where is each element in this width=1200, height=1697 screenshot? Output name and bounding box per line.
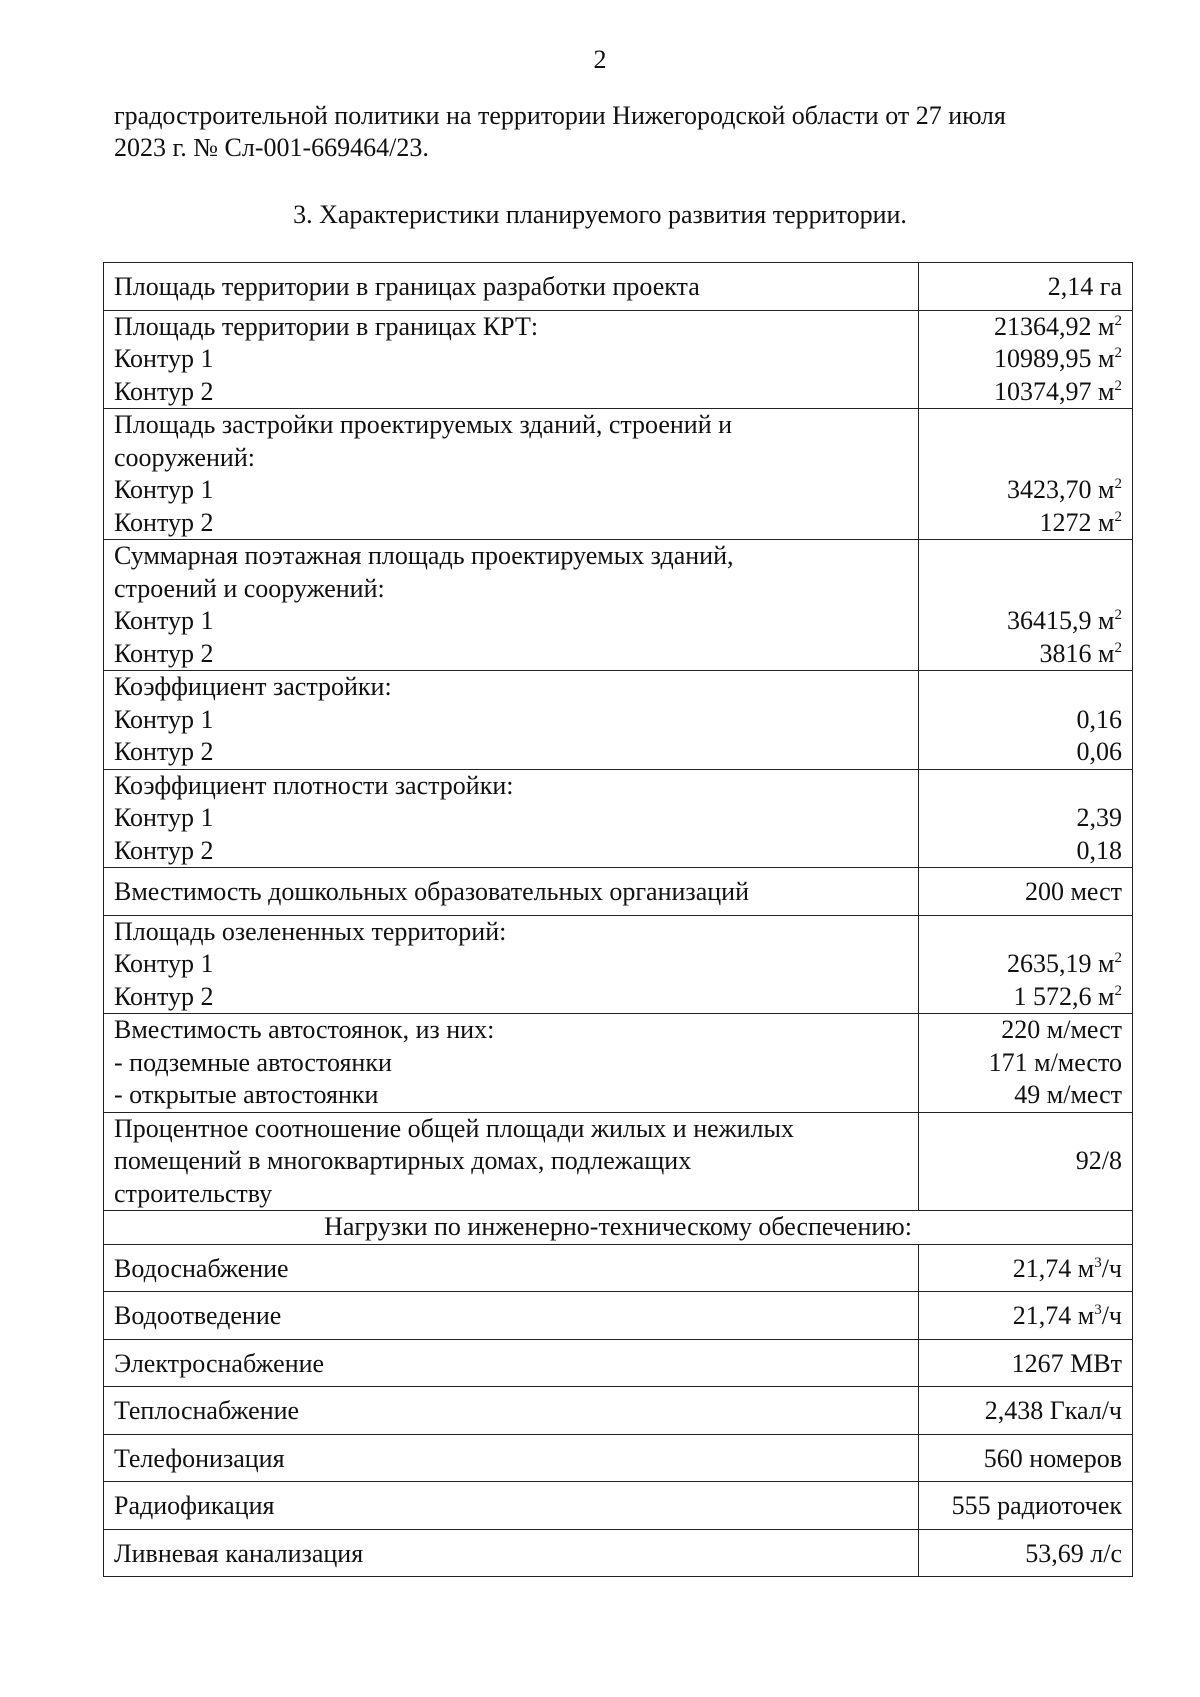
contour-1-label: Контур 1: [114, 475, 214, 504]
contour-1-value: 2,39: [1076, 803, 1122, 832]
contour-2-value: 1 572,6 $м^2$: [1013, 981, 1122, 1011]
contour-2-value: 0,06: [1076, 737, 1122, 766]
table-row: [104, 310, 1133, 409]
row-value: 2,438 Гкал/ч: [919, 1387, 1133, 1435]
contour-1-value: 10989,95 $м^2$: [994, 344, 1122, 373]
table-row: [104, 671, 1133, 770]
engineering-section-header: Нагрузки по инженерно-техническому обеспечению:: [104, 1211, 1133, 1245]
contour-1-label: Контур 1: [114, 606, 214, 635]
table-row: [104, 409, 1133, 540]
row-label: Ливневая канализация: [104, 1529, 919, 1577]
table-row: [104, 1434, 1133, 1482]
row-label-cell: [104, 671, 919, 770]
row-label-cell: [104, 1014, 919, 1113]
contour-2-label: Контур 2: [114, 835, 214, 865]
contour-2-label: Контур 2: [114, 638, 214, 668]
row-label: строений и сооружений:: [114, 573, 385, 603]
open-parking-label: - открытые автостоянки: [114, 1080, 379, 1109]
row-label: Площадь озелененных территорий:: [114, 916, 507, 946]
row-label: Водоотведение: [104, 1292, 919, 1340]
row-label: Электроснабжение: [104, 1339, 919, 1387]
intro-paragraph: [114, 100, 1124, 164]
row-label: Коэффициент застройки:: [114, 672, 392, 701]
intro-line-1: градостроительной политики на территории Нижегородской области от 27 июля: [114, 101, 1006, 130]
contour-1-value: 0,16: [1076, 704, 1122, 734]
contour-2-label: Контур 2: [114, 737, 214, 766]
table-row: [104, 1339, 1133, 1387]
row-value: 1267 МВт: [919, 1339, 1133, 1387]
ratio-value: 92/8: [1075, 1146, 1122, 1175]
table-row: [104, 1529, 1133, 1577]
row-label-cell: [104, 915, 919, 1014]
table-row: [104, 1482, 1133, 1530]
contour-1-label: Контур 1: [114, 704, 214, 734]
row-label: Телефонизация: [104, 1434, 919, 1482]
row-label-cell: [104, 310, 919, 409]
contour-1-value: 3423,70 $м^2$: [1007, 475, 1122, 504]
row-value-cell: [919, 769, 1133, 868]
contour-2-value: 1272 $м^2$: [1039, 507, 1122, 537]
row-value-cell: [919, 310, 1133, 409]
total-value: 21364,92 $м^2$: [994, 311, 1122, 341]
contour-1-label: Контур 1: [114, 949, 214, 978]
contour-2-value: 10374,97 $м^2$: [994, 376, 1122, 406]
row-label: Теплоснабжение: [104, 1387, 919, 1435]
row-label: Площадь территории в границах разработки проекта: [104, 263, 919, 311]
row-value-cell: [919, 671, 1133, 770]
row-label: Процентное соотношение общей площади жилых и нежилых: [114, 1113, 794, 1143]
row-value: 2,14 га: [919, 263, 1133, 311]
row-label: сооружений:: [114, 442, 255, 472]
table-row: [104, 1244, 1133, 1292]
characteristics-table: [103, 262, 1133, 1577]
table-row: [104, 1211, 1133, 1245]
parking-total-value: 220 м/мест: [1001, 1015, 1122, 1044]
row-value-cell: [919, 540, 1133, 671]
row-value-cell: [919, 1014, 1133, 1113]
row-value: 200 мест: [919, 868, 1133, 916]
table-row: [104, 915, 1133, 1014]
row-label: помещений в многоквартирных домах, подлежащих: [114, 1146, 692, 1175]
row-label: Водоснабжение: [104, 1244, 919, 1292]
table-row: [104, 1387, 1133, 1435]
open-parking-value: 49 м/мест: [1014, 1080, 1122, 1109]
row-value: 560 номеров: [919, 1434, 1133, 1482]
contour-2-label: Контур 2: [114, 981, 214, 1011]
contour-2-label: Контур 2: [114, 376, 214, 406]
row-label: Площадь территории в границах КРТ:: [114, 311, 539, 341]
row-label-cell: [104, 1112, 919, 1211]
row-value: 21,74 $м^3/ч$: [919, 1292, 1133, 1340]
contour-1-value: 2635,19 $м^2$: [1007, 949, 1122, 978]
table-row: [104, 1014, 1133, 1113]
row-label-cell: [104, 769, 919, 868]
row-label: Вместимость дошкольных образовательных организаций: [104, 868, 919, 916]
page-number: 2: [593, 45, 607, 74]
contour-2-value: 3816 $м^2$: [1039, 638, 1122, 668]
table-row: [104, 540, 1133, 671]
row-label: Вместимость автостоянок, из них:: [114, 1015, 495, 1044]
row-value-cell: [919, 915, 1133, 1014]
row-label: строительству: [114, 1178, 273, 1208]
contour-1-label: Контур 1: [114, 803, 214, 832]
contour-2-label: Контур 2: [114, 507, 214, 537]
section-title: 3. Характеристики планируемого развития территории.: [293, 200, 907, 229]
row-label: Суммарная поэтажная площадь проектируемых зданий,: [114, 541, 734, 570]
table-row: [104, 769, 1133, 868]
row-label-cell: [104, 409, 919, 540]
row-value: 555 радиоточек: [919, 1482, 1133, 1530]
row-label: Площадь застройки проектируемых зданий, строений и: [114, 410, 733, 439]
contour-1-label: Контур 1: [114, 344, 214, 373]
contour-1-value: 36415,9 $м^2$: [1007, 606, 1122, 635]
table-row: [104, 1292, 1133, 1340]
row-value-cell: [919, 1112, 1133, 1211]
row-label-cell: [104, 540, 919, 671]
table-row: [104, 868, 1133, 916]
row-label: Коэффициент плотности застройки:: [114, 770, 514, 800]
row-label: Радиофикация: [104, 1482, 919, 1530]
intro-line-2: 2023 г. № Сл-001-669464/23.: [114, 133, 429, 162]
table-row: [104, 263, 1133, 311]
row-value-cell: [919, 409, 1133, 540]
underground-parking-label: - подземные автостоянки: [114, 1047, 392, 1077]
row-value: 21,74 $м^3/ч$: [919, 1244, 1133, 1292]
underground-parking-value: 171 м/место: [988, 1047, 1122, 1077]
contour-2-value: 0,18: [1076, 835, 1122, 865]
row-value: 53,69 л/с: [919, 1529, 1133, 1577]
table-row: [104, 1112, 1133, 1211]
